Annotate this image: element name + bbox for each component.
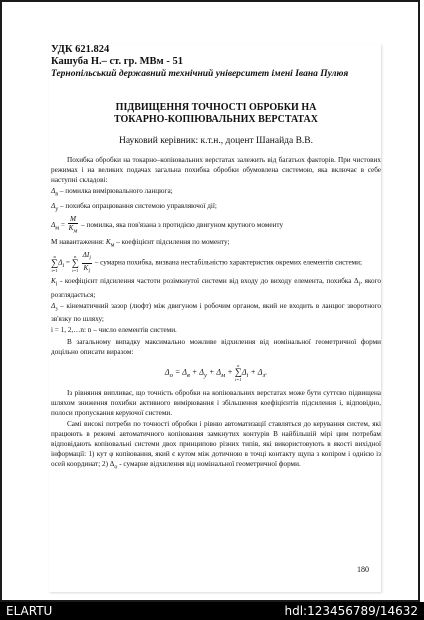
university-line: Тернопільський державний технічний університет імені Івана Пулюя — [51, 69, 349, 79]
udc-code: УДК 621.824 — [51, 44, 110, 55]
paragraph: Самі високі потреби по точності обробки і рівню автоматизації ставляться до керування систем, які працюють в режимі автоматичного копіювання замкнутих контурів В найбільшій мірі цим потребам відповідають копіювальні системи двох принципово різних типів, які використовують в якості вихідної інформації: 1) кут φ копіювання, який є кутом між дотичною в точці контакту щупа з копіром і однією із осей координат; 2) $\Delta_о$ - сумарне відхилення від номінальної геометричної форми. — [51, 420, 381, 471]
handle-link[interactable]: hdl:123456789/14632 — [284, 604, 418, 618]
main-formula: $\Delta_о = \Delta_в + \Delta_у + \Delta_м$ + n ∑ i=1 $\Delta_і + \Delta_з$. — [164, 362, 268, 382]
list-item: $\Delta_з$ – кінематичний зазор (люфт) між двигуном і робочим органом, який не входить в ланцюг зворотного зв'язку по шляху; — [51, 301, 381, 324]
paper-title — [51, 102, 381, 126]
title-line-1: ПІДВИЩЕННЯ ТОЧНОСТІ ОБРОБКИ НА — [115, 102, 317, 113]
paper-body — [51, 155, 381, 473]
list-item: i = 1, 2,…n: n – число елементів системи. — [51, 326, 177, 335]
paragraph: Із рівняння випливає, що точність обробки на копіювальних верстатах може бути суттєво підвищена шляхом зниження похибки активного вимірювання і збільшення коефіцієнтів підсилення і, відповідно, полоси пропускання керуючої системи. — [51, 388, 381, 417]
list-item: М навантаження: $K_м$ – коефіцієнт підсилення по моменту; — [51, 237, 230, 249]
advisor-line: Науковий керівник: к.т.н., доцент Шанайда В.В. — [118, 136, 314, 146]
sum-symbol: n ∑ i=1 — [51, 253, 59, 273]
page-content — [51, 44, 381, 474]
page-number: 180 — [357, 565, 369, 574]
list-item: $\Delta_у$ – похибка опрацювання системою управляючої дії; — [51, 201, 217, 213]
list-item: n ∑ i=1 $\Delta_i$ = n ∑ i=1 $\frac{\Delta I_i}{K_i}$ – сумарна похибка, визвана нестабільністю характеристик окремих елементів системи; — [51, 251, 363, 275]
sum-symbol: n ∑ i=1 — [71, 253, 79, 273]
repository-footer — [0, 602, 424, 620]
list-item: $\Delta_м$ = $\frac{M}{K_м}$ – помилка, яка пов'язана з протидією двигуном крутного моменту — [51, 215, 284, 235]
intro-paragraph: Похибка обробки на токарно–копіювальних верстатах залежить від багатьох факторів. При чистових режимах і на великих подачах загальна похибка обробки обумовлена системою, яка включає в себе наступні складові: — [51, 156, 381, 185]
paragraph: В загальному випадку максимально можливе відхилення від номінальної геометричної форми доцільно описати виразом: — [51, 337, 381, 356]
list-item: $K_i$ - коефіцієнт підсилення частоти розімкнутої системи від входу до виходу елемента, похибка $\Delta_i$, якого розглядається; — [51, 277, 382, 299]
title-line-2: ТОКАРНО-КОПІЮВАЛЬНИХ ВЕРСТАТАХ — [113, 114, 319, 125]
moment-fraction: $\frac{M}{K_м}$ — [68, 215, 78, 235]
repository-name[interactable]: ELARTU — [6, 604, 53, 618]
document-page — [49, 44, 381, 592]
error-fraction: $\frac{\Delta I_i}{K_i}$ — [82, 251, 91, 275]
author-line: Кашуба Н.– ст. гр. МВм - 51 — [51, 56, 183, 67]
list-item: $\Delta_в$ – помилка вимірювального ланцюга; — [51, 187, 173, 198]
